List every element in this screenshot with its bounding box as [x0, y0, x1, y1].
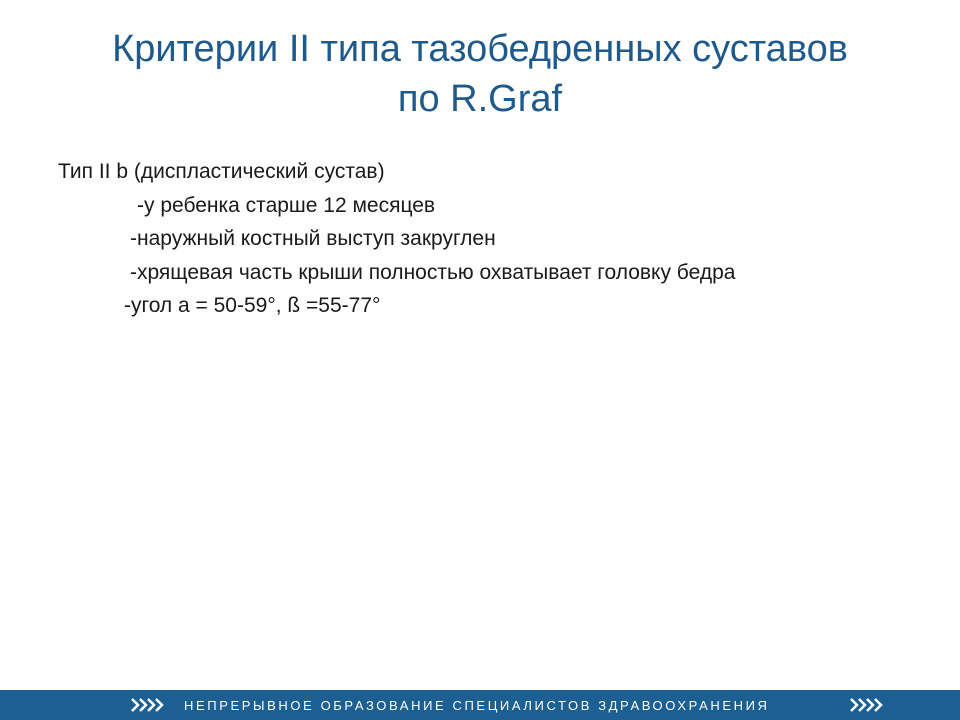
slide-title-line-1: Критерии II типа тазобедренных суставов — [112, 28, 848, 70]
slide-title — [40, 24, 920, 124]
body-line-angles: -угол а = 50-59°, ß =55-77° — [124, 294, 381, 317]
double-chevron-right-icon — [128, 697, 168, 713]
footer-bar — [0, 690, 960, 720]
body-line-type-heading: Тип II b (диспластический сустав) — [58, 160, 385, 183]
slide-title-line-2: по R.Graf — [397, 78, 563, 120]
body-line-age: -у ребенка старше 12 месяцев — [137, 194, 436, 217]
body-line-bony-rim: -наружный костный выступ закруглен — [130, 227, 496, 250]
double-chevron-right-icon — [847, 697, 887, 713]
body-line-cartilage-roof: -хрящевая часть крыши полностью охватывает головку бедра — [130, 261, 736, 284]
footer-text: НЕПРЕРЫВНОЕ ОБРАЗОВАНИЕ СПЕЦИАЛИСТОВ ЗДРАВООХРАНЕНИЯ — [184, 698, 770, 713]
